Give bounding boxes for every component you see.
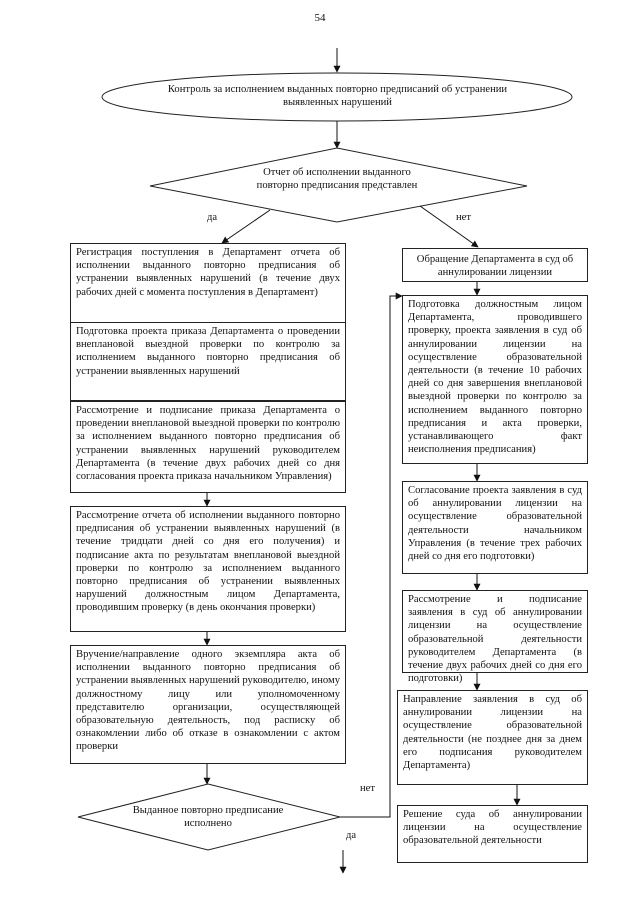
arrow-decision2-no <box>340 296 402 817</box>
right-box-court-appeal: Обращение Департамента в суд об аннулировании лицензии <box>402 248 588 282</box>
left-box-report-review: Рассмотрение отчета об исполнении выданного повторно предписания об устранении выявленных нарушений (в течение тридцати дней со дня его получения) и подписание акта по результатам внеплановой выездной проверки по контролю за исполнением выданного повторно предписания об устранении выявленных нарушений должностным лицом Департамента, проводившим проверку (в день окончания проверки) <box>70 506 346 632</box>
label-no-1: нет <box>456 212 472 223</box>
label-no-2: нет <box>360 783 376 794</box>
right-box-court-decision: Решение суда об аннулировании лицензии на осуществление образовательной деятельности <box>397 805 588 863</box>
right-box-claim-approval: Согласование проекта заявления в суд об аннулировании лицензии на осуществление образовательной деятельности начальником Управления (в течение трех рабочих дней со дня его подготовки) <box>402 481 588 574</box>
left-box-act-delivery: Вручение/направление одного экземпляра акта об исполнении выданного повторно предписания об устранении выявленных нарушений руководителю, иному должностному лицу или уполномоченному представителю организации, осуществляющей образовательную деятельность, под расписку об ознакомлении либо об отказе в ознакомлении с актом проверки <box>70 645 346 764</box>
right-box-claim-draft: Подготовка должностным лицом Департамента, проводившего проверку, проекта заявления в суд об аннулировании лицензии на осуществление образовательной деятельности (в течение 10 рабочих дней со дня завершения внеплановой выездной проверки по контролю за исполнением выданного повторно предписания и акта проверки, устанавливающего факт неисполнения предписания) <box>402 295 588 464</box>
start-text: Контроль за исполнением выданных повторно предписаний об устранении выявленных нарушений <box>167 84 508 109</box>
label-yes-2: да <box>346 830 357 841</box>
decision2-text: Выданное повторно предписание исполнено <box>132 805 284 830</box>
right-box-claim-send: Направление заявления в суд об аннулировании лицензии на осуществление образовательной деятельности (не позднее дня за днем его подписания руководителем Департамента) <box>397 690 588 785</box>
right-box-claim-sign: Рассмотрение и подписание заявления в суд об аннулировании лицензии на осуществление образовательной деятельности руководителем Департамента (в течение двух рабочих дней со дня его подготовки) <box>402 590 588 673</box>
left-box-order-draft: Подготовка проекта приказа Департамента о проведении внеплановой выездной проверки по контролю за исполнением выданного повторно предписания об устранении выявленных нарушений <box>70 322 346 401</box>
arrow-decision1-yes <box>222 210 270 243</box>
left-box-registration: Регистрация поступления в Департамент отчета об исполнении выданного повторно предписания об устранении выявленных нарушений (в течение двух рабочих дней с момента поступления в Департамент) <box>70 243 346 322</box>
decision1-text: Отчет об исполнении выданного повторно предписания представлен <box>256 167 418 192</box>
label-yes-1: да <box>207 212 218 223</box>
left-box-order-sign: Рассмотрение и подписание приказа Департамента о проведении внеплановой выездной проверки по контролю за исполнением выданного повторно предписания об устранении выявленных нарушений руководителем Департамента (в течение двух рабочих дней со дня согласования проекта приказа начальником Управления) <box>70 401 346 493</box>
page-number: 54 <box>314 12 326 24</box>
